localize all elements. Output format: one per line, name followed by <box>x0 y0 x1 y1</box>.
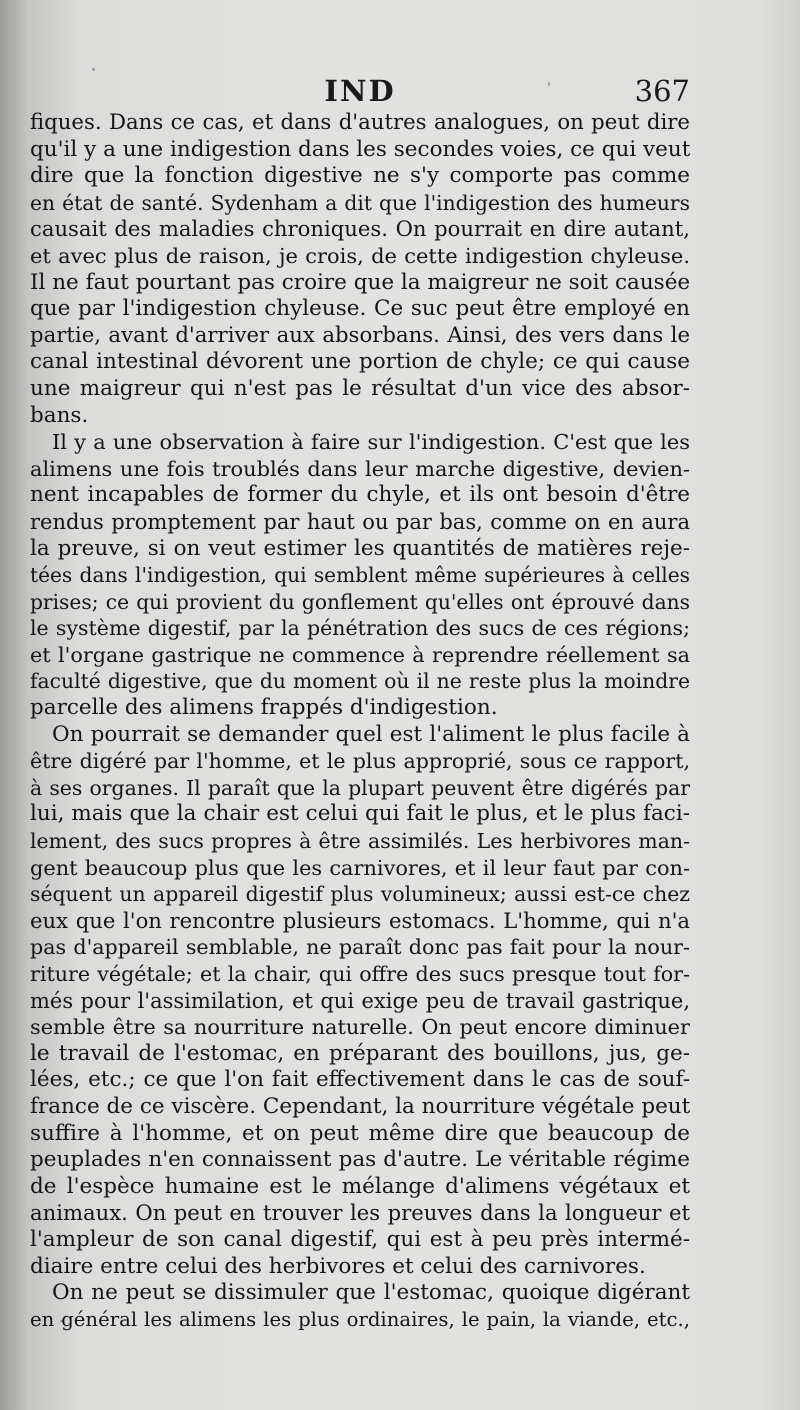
text-line: parcelle des alimens frappés d'indigestion. <box>30 695 498 721</box>
text-line: peuplades n'en connaissent pas d'autre. Le véritable régime <box>30 1147 690 1173</box>
text-line: rendus promptement par haut ou par bas, comme on en aura <box>30 508 690 534</box>
text-line: alimens une fois troublés dans leur marche digestive, devien- <box>30 456 690 481</box>
page-number: 367 <box>634 74 690 108</box>
text-line: pas d'appareil semblable, ne paraît donc pas fait pour la nour- <box>30 935 690 960</box>
text-line: à ses organes. Il paraît que la plupart peuvent être digérés par <box>30 775 690 800</box>
text-line: france de ce viscère. Cependant, la nourriture végétale peut <box>30 1093 691 1119</box>
text-line: dire que la fonction digestive ne s'y comporte pas comme <box>30 163 690 189</box>
running-head: IND <box>324 74 396 108</box>
text-line: animaux. On peut en trouver les preuves dans la longueur et <box>30 1200 690 1226</box>
text-line: que par l'indigestion chyleuse. Ce suc peut être employé en <box>30 296 690 322</box>
text-line: partie, avant d'arriver aux absorbans. Ainsi, des vers dans le <box>30 322 690 348</box>
text-line: le système digestif, par la pénétration des sucs de ces régions; <box>30 616 690 641</box>
paragraph-start: On ne peut se dissimuler que l'estomac, quoique digérant <box>52 1280 690 1306</box>
text-line: en état de santé. Sydenham a dit que l'indigestion des humeurs <box>30 190 690 215</box>
text-line: lui, mais que la chair est celui qui fait le plus, et le plus faci- <box>30 801 690 827</box>
text-line: gent beaucoup plus que les carnivores, et il leur faut par con- <box>30 855 690 880</box>
paper-speck <box>92 68 95 71</box>
page-header <box>30 74 690 110</box>
paragraph-start: Il y a une observation à faire sur l'indigestion. C'est que les <box>52 430 690 455</box>
text-line: prises; ce qui provient du gonflement qu'elles ont éprouvé dans <box>30 589 690 614</box>
text-line: causait des maladies chroniques. On pourrait en dire autant, <box>30 216 690 242</box>
text-line: riture végétale; et la chair, qui offre des sucs presque tout for- <box>30 962 690 986</box>
text-line: l'ampleur de son canal digestif, qui est à peu près intermé- <box>30 1226 690 1252</box>
text-line: qu'il y a une indigestion dans les secondes voies, ce qui veut <box>30 136 691 162</box>
text-line: eux que l'on rencontre plusieurs estomacs. L'homme, qui n'a <box>30 907 690 933</box>
text-line: en général les alimens les plus ordinaires, le pain, la viande, etc., <box>30 1307 690 1331</box>
text-line: canal intestinal dévorent une portion de chyle; ce qui cause <box>30 349 690 375</box>
body-text <box>30 110 690 1333</box>
text-line: la preuve, si on veut estimer les quantités de matières reje- <box>30 535 690 561</box>
text-line: le travail de l'estomac, en préparant des bouillons, jus, ge- <box>30 1040 690 1066</box>
text-line: fiques. Dans ce cas, et dans d'autres analogues, on peut dire <box>30 110 690 135</box>
text-line: tées dans l'indigestion, qui semblent même supérieures à celles <box>30 563 690 588</box>
text-line: être digéré par l'homme, et le plus approprié, sous ce rapport, <box>30 749 690 774</box>
text-line: Il ne faut pourtant pas croire que la maigreur ne soit causée <box>30 269 691 295</box>
text-line: et avec plus de raison, je crois, de cette indigestion chyleuse. <box>30 243 690 268</box>
text-line: lées, etc.; ce que l'on fait effectivement dans le cas de souf- <box>30 1067 690 1093</box>
text-line: bans. <box>30 402 89 428</box>
text-line: suffire à l'homme, et on peut même dire que beaucoup de <box>30 1120 690 1146</box>
text-line: et l'organe gastrique ne commence à reprendre réellement sa <box>30 642 690 667</box>
text-line: lement, des sucs propres à être assimilés. Les herbivores man- <box>30 829 690 854</box>
text-line: semble être sa nourriture naturelle. On peut encore diminuer <box>30 1015 690 1040</box>
text-line: séquent un appareil digestif plus volumineux; aussi est-ce chez <box>30 882 690 907</box>
text-line: de l'espèce humaine est le mélange d'alimens végétaux et <box>30 1173 690 1199</box>
text-line: faculté digestive, que du moment où il ne reste plus la moindre <box>30 669 690 694</box>
paragraph-start: On pourrait se demander quel est l'aliment le plus facile à <box>52 721 690 747</box>
text-line: diaire entre celui des herbivores et celui des carnivores. <box>30 1253 646 1279</box>
text-line: nent incapables de former du chyle, et ils ont besoin d'être <box>30 482 690 508</box>
text-line: une maigreur qui n'est pas le résultat d'un vice des absor- <box>30 375 690 401</box>
text-line: més pour l'assimilation, et qui exige peu de travail gastrique, <box>30 988 690 1013</box>
